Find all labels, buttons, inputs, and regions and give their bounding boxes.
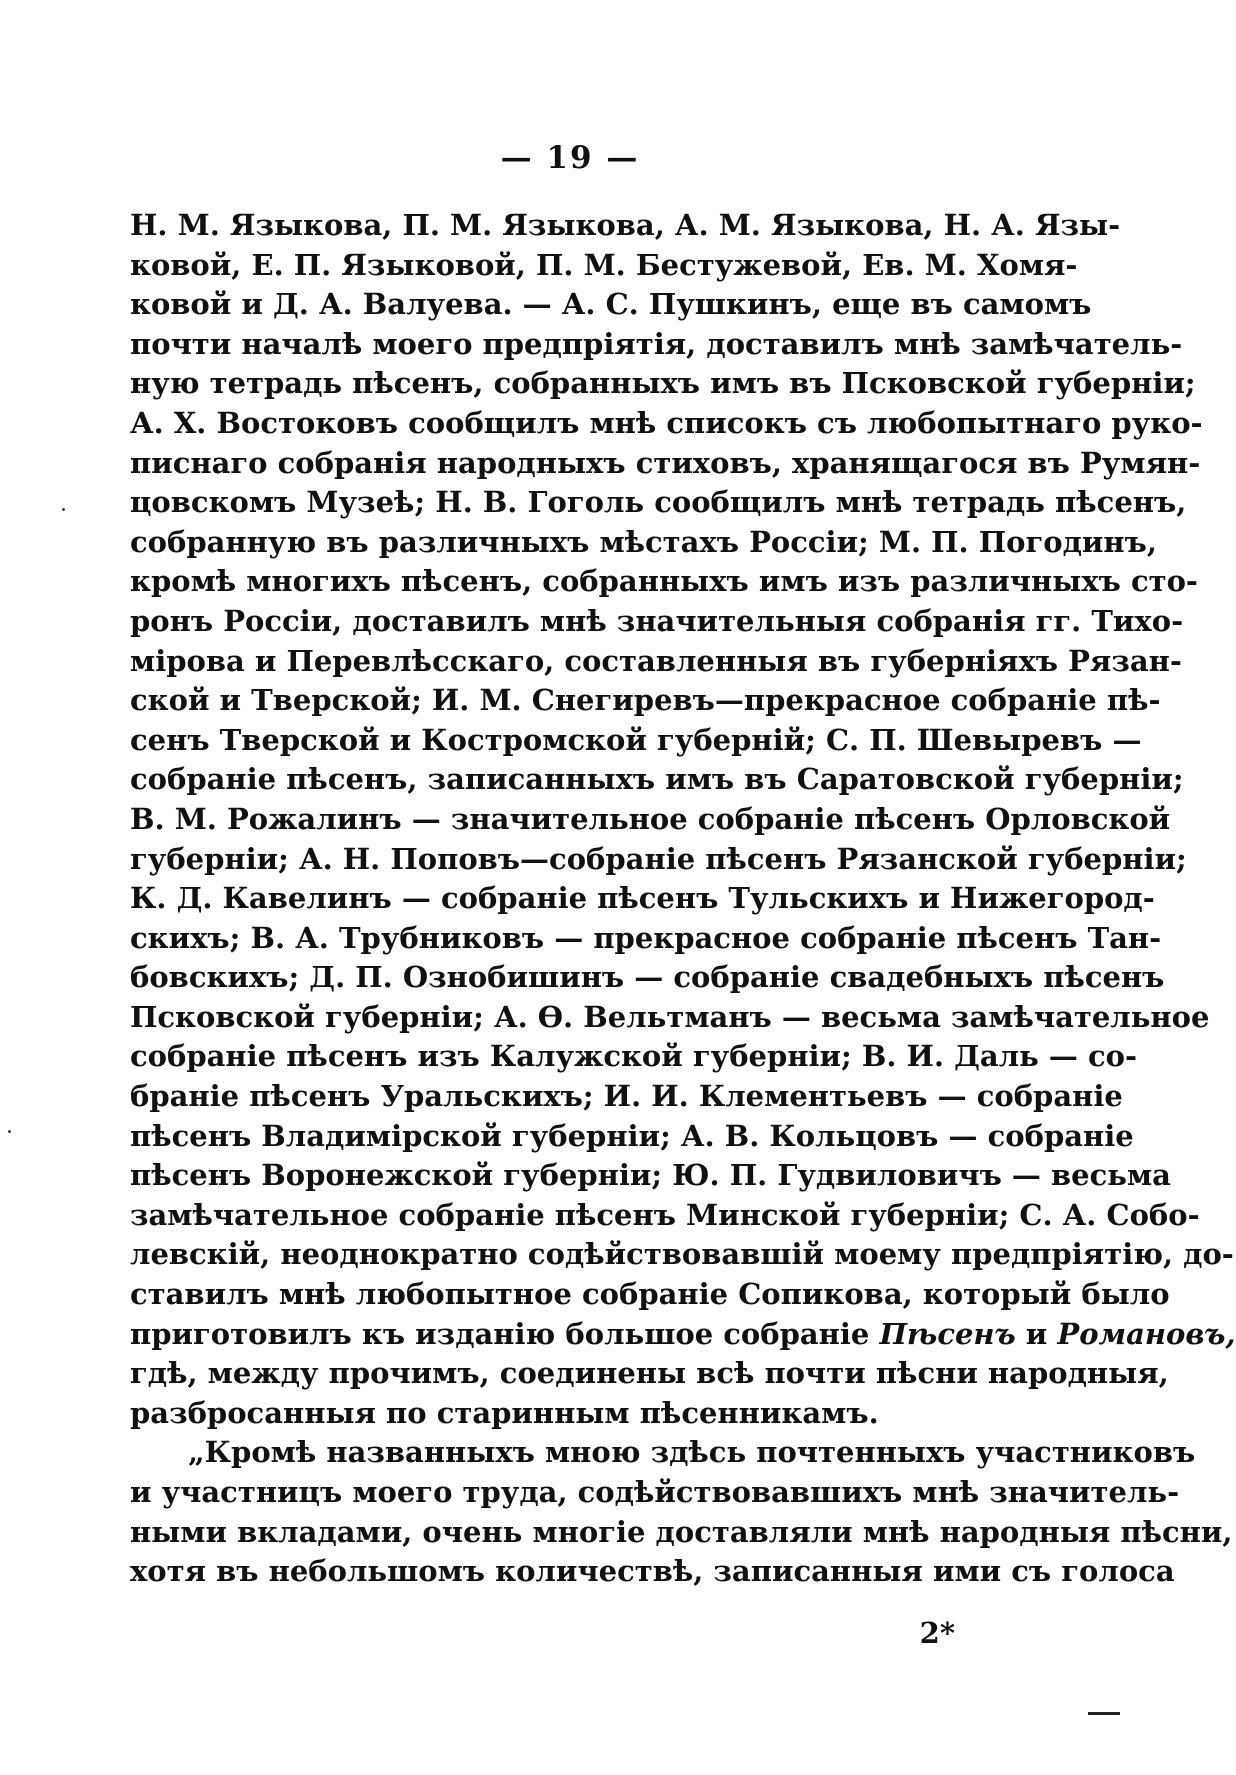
text-line: и участницъ моего труда, содѣйствовавшихъ мнѣ значитель- — [130, 1475, 1180, 1509]
text-line: сенъ Тверской и Костромской губерній; С. П. Шевыревъ — — [130, 722, 1142, 757]
italic-title-pesen: Пѣсенъ — [879, 1316, 1016, 1351]
text-line: губерніи; А. Н. Поповъ—собраніе пѣсенъ Рязанской губерніи; — [130, 841, 1187, 876]
text-line: пѣсенъ Владимірской губерніи; А. В. Кольцовъ — собраніе — [130, 1118, 1134, 1153]
text-line: ской и Тверской; И. М. Снегиревъ—прекрасное собраніе пѣ- — [130, 683, 1161, 718]
body-text — [130, 206, 1236, 1592]
text-line: ставилъ мнѣ любопытное собраніе Сопикова, который было — [130, 1277, 1170, 1312]
text-line: пѣсенъ Воронежской губерніи; Ю. П. Гудвиловичъ — весьма — [130, 1158, 1171, 1193]
scan-speck — [8, 1130, 11, 1133]
text-line: собраніе пѣсенъ изъ Калужской губерніи; В. И. Даль — со- — [130, 1039, 1138, 1074]
text-line: бовскихъ; Д. П. Ознобишинъ — собраніе свадебныхъ пѣсенъ — [130, 960, 1165, 995]
text-line: разбросанныя по старинным пѣсенникамъ. — [130, 1395, 879, 1430]
text-line: К. Д. Кавелинъ — собраніе пѣсенъ Тульскихъ и Нижегород- — [130, 881, 1155, 916]
text-line: почти началѣ моего предпріятія, доставилъ мнѣ замѣчатель- — [130, 326, 1183, 361]
text-line: левскій, неоднократно содѣйствовавшій моему предпріятію, до- — [130, 1237, 1234, 1272]
text-line: кромѣ многихъ пѣсенъ, собранныхъ имъ изъ различныхъ сто- — [130, 564, 1198, 599]
paragraph-1 — [130, 206, 1236, 1433]
page-number: — 19 — — [500, 140, 640, 176]
text-line: „Кромѣ названныхъ мною здѣсь почтенныхъ участниковъ — [188, 1435, 1196, 1470]
text-line: ную тетрадь пѣсенъ, собранныхъ имъ въ Псковской губерніи; — [130, 366, 1196, 401]
text-line: Псковской губерніи; А. Ѳ. Вельтманъ — весьма замѣчательное — [130, 999, 1210, 1034]
text-line: собраніе пѣсенъ, записанныхъ имъ въ Саратовской губерніи; — [130, 762, 1184, 797]
margin-rule — [1088, 1712, 1120, 1715]
text-line: Н. М. Языкова, П. М. Языкова, А. М. Языкова, Н. А. Язы- — [130, 208, 1121, 242]
scan-speck — [62, 508, 65, 511]
text-line: браніе пѣсенъ Уральскихъ; И. И. Клементьевъ — собраніе — [130, 1079, 1123, 1114]
text-line: замѣчательное собраніе пѣсенъ Минской губерніи; С. А. Собо- — [130, 1197, 1200, 1232]
text-line: мірова и Перевлѣсскаго, составленныя въ губерніяхъ Рязан- — [130, 643, 1182, 678]
text-line: А. Х. Востоковъ сообщилъ мнѣ списокъ съ любопытнаго руко- — [130, 405, 1203, 440]
text-line: цовскомъ Музеѣ; Н. В. Гоголь сообщилъ мнѣ тетрадь пѣсенъ, — [130, 485, 1187, 520]
text-line: ковой, Е. П. Языковой, П. М. Бестужевой, Ев. М. Хомя- — [130, 247, 1078, 282]
italic-title-romanov: Романовъ, — [1057, 1316, 1236, 1351]
text-line: ными вкладами, очень многіе доставляли мнѣ народныя пѣсни, — [130, 1514, 1233, 1549]
text-line: В. М. Рожалинъ — значительное собраніе пѣсенъ Орловской — [130, 801, 1171, 836]
text-line: ковой и Д. А. Валуева. — А. С. Пушкинъ, еще въ самомъ — [130, 287, 1092, 322]
text-line: писнаго собранія народныхъ стиховъ, хранящагося въ Румян- — [130, 445, 1201, 480]
text-line: собранную въ различныхъ мѣстахъ Россіи; М. П. Погодинъ, — [130, 524, 1157, 559]
text-segment: и — [1025, 1316, 1048, 1351]
text-line-with-italics — [130, 1315, 1236, 1355]
text-line: гдѣ, между прочимъ, соединены всѣ почти пѣсни народныя, — [130, 1356, 1169, 1391]
text-line: ронъ Россіи, доставилъ мнѣ значительныя собранія гг. Тихо- — [130, 603, 1184, 638]
text-segment: приготовилъ къ изданію большое собраніе — [130, 1316, 870, 1351]
signature-mark: 2* — [919, 1616, 955, 1650]
text-line: хотя въ небольшомъ количествѣ, записанныя ими съ голоса — [130, 1554, 1175, 1589]
paragraph-2 — [130, 1433, 1233, 1591]
text-line: скихъ; В. А. Трубниковъ — прекрасное собраніе пѣсенъ Тан- — [130, 920, 1162, 955]
